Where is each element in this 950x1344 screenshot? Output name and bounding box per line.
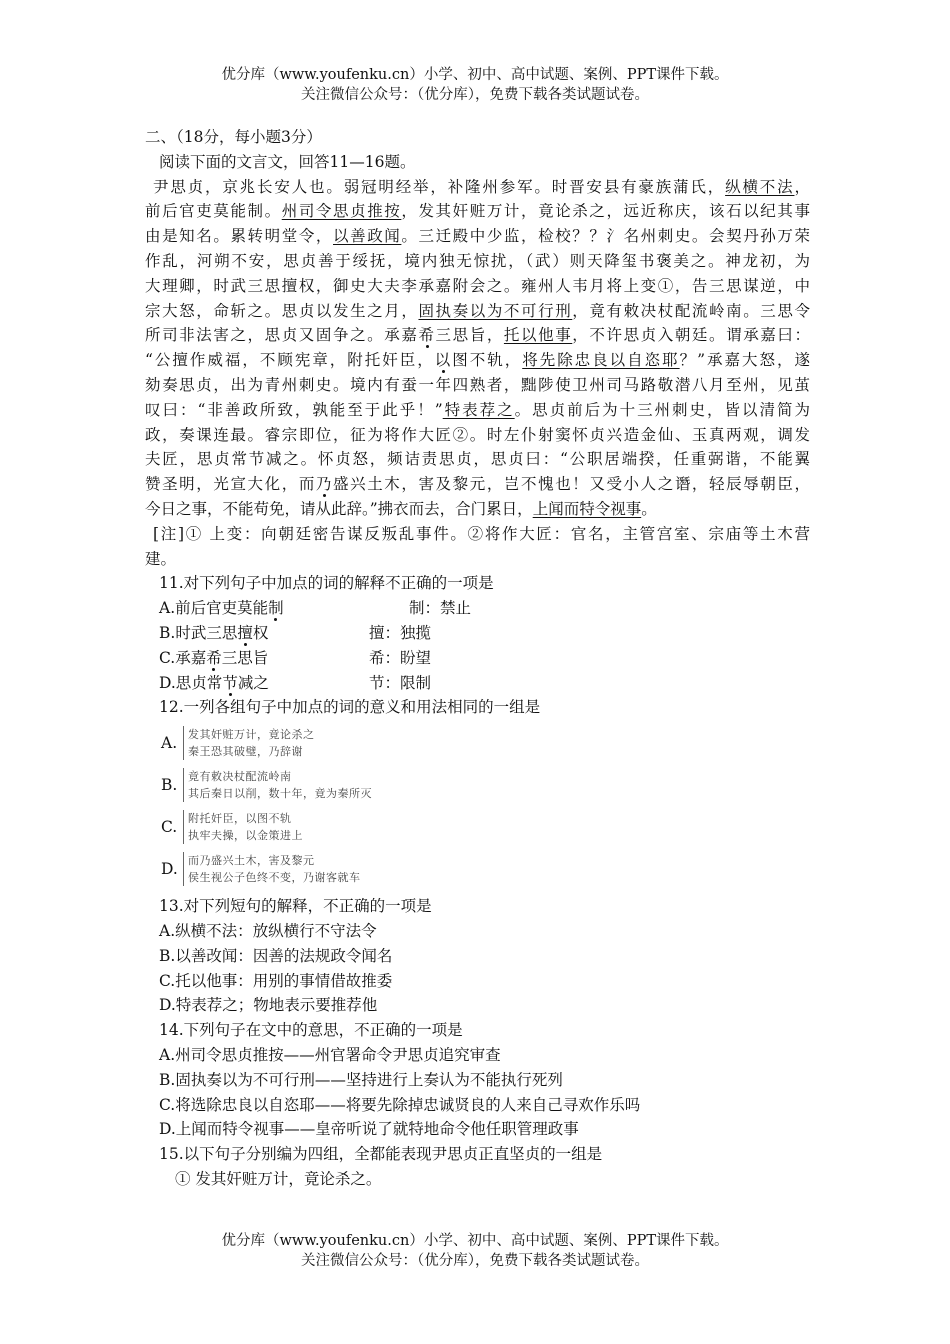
- page-header: [0, 65, 950, 105]
- option-key: C.: [161, 817, 178, 836]
- sentence-bottom: 侯生视公子色终不变，乃谢客就车: [188, 871, 361, 885]
- passage-line: [145, 497, 810, 522]
- document-body: [145, 125, 810, 1192]
- passage-line: [145, 323, 810, 348]
- question-15: [145, 1142, 810, 1192]
- option-c: [145, 646, 810, 671]
- passage-text: “公擅作威福，不顾宪章，附托奸臣，: [145, 351, 435, 370]
- passage-text: 。思贞前后为十三州刺史，皆以清简为: [514, 400, 810, 419]
- passage-line: [145, 175, 810, 200]
- option-text: C.承嘉希三思旨: [159, 648, 269, 667]
- annotation-note: [145, 522, 810, 572]
- option-b: [145, 621, 810, 646]
- passage-text: 赞圣明，光宣大化，而: [145, 475, 316, 494]
- option-c: C.将选除忠良以自恣耶——将要先除掉忠诚贤良的人来自己寻欢作乐吗: [159, 1095, 641, 1114]
- option-c: C.托以他事：用别的事情借故推委: [159, 971, 393, 990]
- option-d: [161, 852, 810, 886]
- page-footer: [0, 1231, 950, 1271]
- sentence-pair-image: [183, 852, 361, 886]
- option-a: [145, 596, 810, 621]
- question-stem: 13.对下列短句的解释，不正确的一项是: [159, 897, 432, 916]
- option-b: B.以善改闻：因善的法规政令闻名: [159, 946, 393, 965]
- classical-passage: [145, 175, 810, 522]
- dotted-word: 节: [222, 673, 238, 692]
- underlined-phrase: 托以他事: [503, 326, 573, 345]
- footer-line-2: 关注微信公众号：（优分库），免费下载各类试题试卷。: [301, 1253, 649, 1269]
- question-14: [145, 1018, 810, 1142]
- passage-line: 夫匠，思贞常节减之。怀贞怒，频诘责思贞，思贞曰：“公职居端揆，任重弼谐，不能翼: [145, 450, 810, 469]
- underlined-phrase: 将先除忠良以自恣耶: [522, 351, 680, 370]
- passage-text: 。: [641, 499, 657, 518]
- passage-line: [145, 224, 810, 249]
- passage-text: ，发其奸赃万计，竟论杀之，远近称庆，该石以纪其事: [401, 202, 810, 221]
- option-b: B.固执奏以为不可行刑——坚持进行上奏认为不能执行死列: [159, 1070, 563, 1089]
- passage-line: 政，奏课连最。睿宗即位，征为将作大匠②。时左仆射窦怀贞兴造金仙、玉真两观，调发: [145, 425, 810, 444]
- question-12: [145, 695, 810, 886]
- option-explanation: 节：限制: [369, 673, 432, 692]
- sentence-bottom: 秦王恐其破璧，乃辞谢: [188, 745, 303, 759]
- note-line: [注]① 上变：向朝廷密告谋反叛乱事件。②将作大匠：官名，主管宫室、宗庙等土木营: [153, 524, 810, 543]
- list-item: ① 发其奸赃万计，竟论杀之。: [175, 1169, 382, 1188]
- passage-text: 尹思贞，京兆长安人也。弱冠明经举，补隆州参军。时晋安县有豪族蒲氏，: [153, 177, 726, 196]
- option-d: D.上闻而特令视事——皇帝听说了就特地命令他任职管理政事: [159, 1120, 579, 1139]
- underlined-phrase: 特表荐之: [442, 400, 515, 419]
- sentence-pair-image: [183, 768, 372, 802]
- option-a: A.纵横不法：放纵横行不守法令: [159, 921, 377, 940]
- question-11: [145, 571, 810, 695]
- option-c: [161, 810, 810, 844]
- sentence-pair-image: [183, 810, 303, 844]
- option-text: A.前后官吏莫能制: [159, 599, 284, 618]
- underlined-phrase: 以善政闻: [333, 227, 402, 246]
- section-instruction: 阅读下面的文言文，回答11—16题。: [159, 152, 416, 171]
- sentence-bottom: 其后秦日以削，数十年，竟为秦所灭: [188, 787, 372, 801]
- option-explanation: 希：盼望: [369, 648, 432, 667]
- passage-line: [145, 472, 810, 497]
- sentence-top: 发其奸赃万计，竟论杀之: [188, 728, 315, 742]
- passage-text: 叹曰：“非善政所致，孰能至于此乎！”: [145, 400, 443, 419]
- option-a: A.州司令思贞推按——州官署命令尹思贞追究审查: [159, 1045, 501, 1064]
- question-13: [145, 894, 810, 1018]
- option-explanation: 擅：独揽: [369, 623, 432, 642]
- option-d: D.特表荐之；物地表示要推荐他: [159, 996, 378, 1015]
- underlined-phrase: 固执奏以为不可行刑: [418, 301, 573, 320]
- dotted-word: 希: [418, 326, 436, 345]
- underlined-phrase: 纵横不法: [725, 177, 795, 196]
- footer-line-1: 优分库（www.youfenku.cn）小学、初中、高中试题、案例、PPT课件下载。: [221, 1233, 729, 1249]
- passage-text: 由是知名。累转明堂令，: [145, 227, 334, 246]
- header-line-2: 关注微信公众号：（优分库），免费下载各类试题试卷。: [301, 87, 649, 103]
- option-text: D.思贞常节减之: [159, 673, 269, 692]
- option-key: B.: [161, 775, 178, 794]
- dotted-word: 制: [268, 599, 284, 618]
- sentence-top: 而乃盛兴土木，害及黎元: [188, 854, 315, 868]
- passage-text: 图不轨，: [452, 351, 523, 370]
- option-d: [145, 671, 810, 696]
- dotted-word: 以: [434, 351, 453, 370]
- option-explanation: 制：禁止: [409, 599, 472, 618]
- section-title: 二、（18分，每小题3分）: [145, 128, 322, 146]
- underlined-phrase: 州司令思贞推按: [281, 202, 402, 221]
- passage-line: [145, 398, 810, 423]
- passage-text: 宗大怒，命斩之。思贞以发生之月，: [145, 301, 419, 320]
- passage-line: 大理卿，时武三思擅权，御史大夫李承嘉附会之。雍州人韦月将上变①，告三思谋逆，中: [145, 276, 810, 295]
- sentence-top: 附托奸臣，以图不轨: [188, 812, 292, 826]
- passage-line: [145, 299, 810, 324]
- question-stem: 15.以下句子分别编为四组，全都能表现尹思贞正直坚贞的一组是: [159, 1145, 603, 1164]
- passage-text: ，不许思贞入朝廷。谓承嘉曰：: [572, 326, 810, 345]
- header-line-1: 优分库（www.youfenku.cn）小学、初中、高中试题、案例、PPT课件下载。: [221, 67, 729, 83]
- passage-line: [145, 348, 810, 373]
- passage-text: ，: [794, 177, 810, 196]
- passage-line: 劾奏思贞，出为青州刺史。境内有蚕一年四熟者，黜陟使卫州司马路敬潜八月至州，见茧: [145, 375, 810, 394]
- passage-text: 所司非法害之，思贞又固争之。承嘉: [145, 326, 419, 345]
- passage-line: [145, 199, 810, 224]
- question-stem: 14.下列句子在文中的意思，不正确的一项是: [159, 1021, 463, 1040]
- dotted-word: 乃: [315, 475, 334, 494]
- option-a: [161, 726, 810, 760]
- dotted-word: 擅: [237, 623, 253, 642]
- passage-text: 盛兴土木，害及黎元，岂不愧也！又受小人之谮，轻辰辱朝臣，: [333, 475, 810, 494]
- passage-text: ，竟有敕决杖配流岭南。三思令: [572, 301, 810, 320]
- passage-line: 作乱，河朔不安，思贞善于绥抚，境内独无惊扰，（武）则天降玺书褒美之。神龙初，为: [145, 251, 810, 270]
- passage-text: 前后官吏莫能制。: [145, 202, 282, 221]
- option-key: D.: [161, 859, 178, 878]
- passage-text: 三思旨，: [435, 326, 504, 345]
- sentence-pair-image: [183, 726, 315, 760]
- option-key: A.: [161, 733, 178, 752]
- dotted-word: 希: [206, 648, 222, 667]
- option-b: [161, 768, 810, 802]
- passage-text: ？”承嘉大怒，遂: [679, 351, 810, 370]
- question-stem: 12.一列各组句子中加点的词的意义和用法相同的一组是: [159, 698, 541, 717]
- passage-text: 。三迁殿中少监，检校？？氵名州刺史。会契丹孙万荣: [401, 227, 810, 246]
- option-text: B.时武三思擅权: [159, 623, 269, 642]
- sentence-top: 竟有敕决杖配流岭南: [188, 770, 292, 784]
- question-stem: 11.对下列句子中加点的词的解释不正确的一项是: [159, 574, 494, 593]
- note-line: 建。: [145, 549, 177, 568]
- underlined-phrase: 上闻而特令视事: [532, 499, 642, 518]
- passage-text: 今日之事，不能苟免，请从此辞。”拂衣而去，合门累日，: [145, 499, 533, 518]
- sentence-bottom: 执牢夫操，以金策进上: [188, 829, 303, 843]
